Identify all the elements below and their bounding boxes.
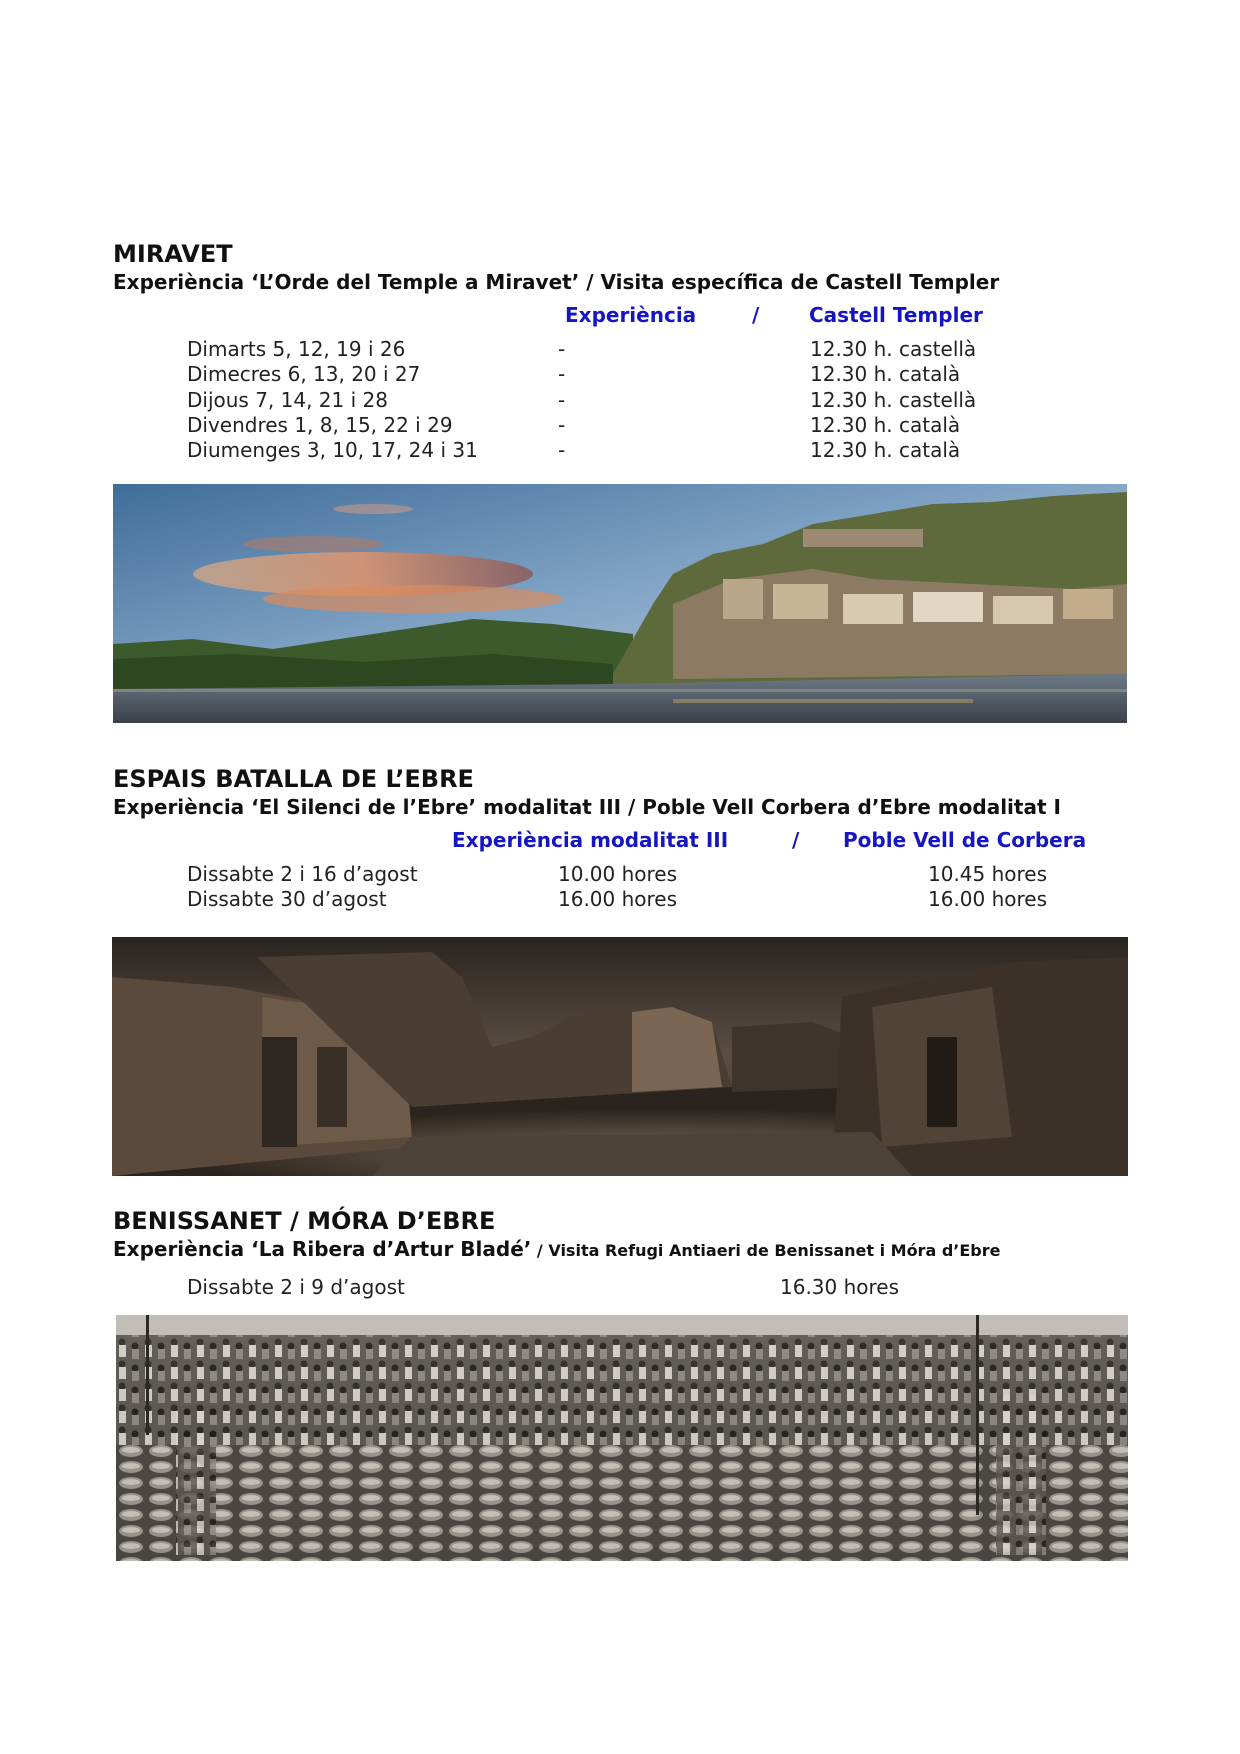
miravet-landscape-photo xyxy=(113,484,1127,723)
ebre-row-exp: 16.00 hores xyxy=(558,887,678,911)
miravet-row-castell: 12.30 h. castellà xyxy=(810,388,977,412)
miravet-subtitle: Experiència ‘L’Orde del Temple a Miravet’ / Visita específica de Castell Templer xyxy=(113,270,1000,294)
miravet-row-day: Diumenges 3, 10, 17, 24 i 31 xyxy=(187,438,478,462)
market-crowd-photo xyxy=(116,1315,1128,1561)
ebre-row-day: Dissabte 30 d’agost xyxy=(187,887,387,911)
miravet-row-castell: 12.30 h. castellà xyxy=(810,337,977,361)
miravet-row-castell: 12.30 h. català xyxy=(810,362,961,386)
miravet-col-castell: Castell Templer xyxy=(809,303,983,327)
ebre-row-exp: 10.00 hores xyxy=(558,862,678,886)
miravet-row-day: Dimarts 5, 12, 19 i 26 xyxy=(187,337,406,361)
ebre-row-poble: 10.45 hores xyxy=(928,862,1048,886)
poble-vell-ruins-photo xyxy=(112,937,1128,1176)
miravet-row-day: Divendres 1, 8, 15, 22 i 29 xyxy=(187,413,453,437)
benissanet-subtitle-small: / Visita Refugi Antiaeri de Benissanet i Móra d’Ebre xyxy=(531,1241,1001,1260)
miravet-row-exp: - xyxy=(558,388,566,412)
ebre-title: ESPAIS BATALLA DE L’EBRE xyxy=(113,765,474,793)
benissanet-subtitle xyxy=(113,1237,1000,1261)
benissanet-row-day: Dissabte 2 i 9 d’agost xyxy=(187,1275,405,1299)
miravet-row-exp: - xyxy=(558,438,566,462)
miravet-row-castell: 12.30 h. català xyxy=(810,438,961,462)
miravet-row-exp: - xyxy=(558,362,566,386)
benissanet-row-time: 16.30 hores xyxy=(780,1275,900,1299)
ebre-col-experiencia: Experiència modalitat III xyxy=(452,828,729,852)
ebre-row-day: Dissabte 2 i 16 d’agost xyxy=(187,862,418,886)
miravet-row-exp: - xyxy=(558,337,566,361)
miravet-col-experiencia: Experiència xyxy=(565,303,697,327)
miravet-row-castell: 12.30 h. català xyxy=(810,413,961,437)
miravet-title: MIRAVET xyxy=(113,240,233,268)
benissanet-subtitle-main: Experiència ‘La Ribera d’Artur Bladé’ xyxy=(113,1237,532,1261)
miravet-row-day: Dijous 7, 14, 21 i 28 xyxy=(187,388,388,412)
miravet-row-exp: - xyxy=(558,413,566,437)
ebre-subtitle: Experiència ‘El Silenci de l’Ebre’ modalitat III / Poble Vell Corbera d’Ebre modalitat I xyxy=(113,795,1061,819)
miravet-col-separator: / xyxy=(752,303,760,327)
ebre-row-poble: 16.00 hores xyxy=(928,887,1048,911)
ebre-col-poble: Poble Vell de Corbera xyxy=(843,828,1087,852)
miravet-row-day: Dimecres 6, 13, 20 i 27 xyxy=(187,362,421,386)
benissanet-title: BENISSANET / MÓRA D’EBRE xyxy=(113,1207,496,1235)
ebre-col-separator: / xyxy=(792,828,800,852)
